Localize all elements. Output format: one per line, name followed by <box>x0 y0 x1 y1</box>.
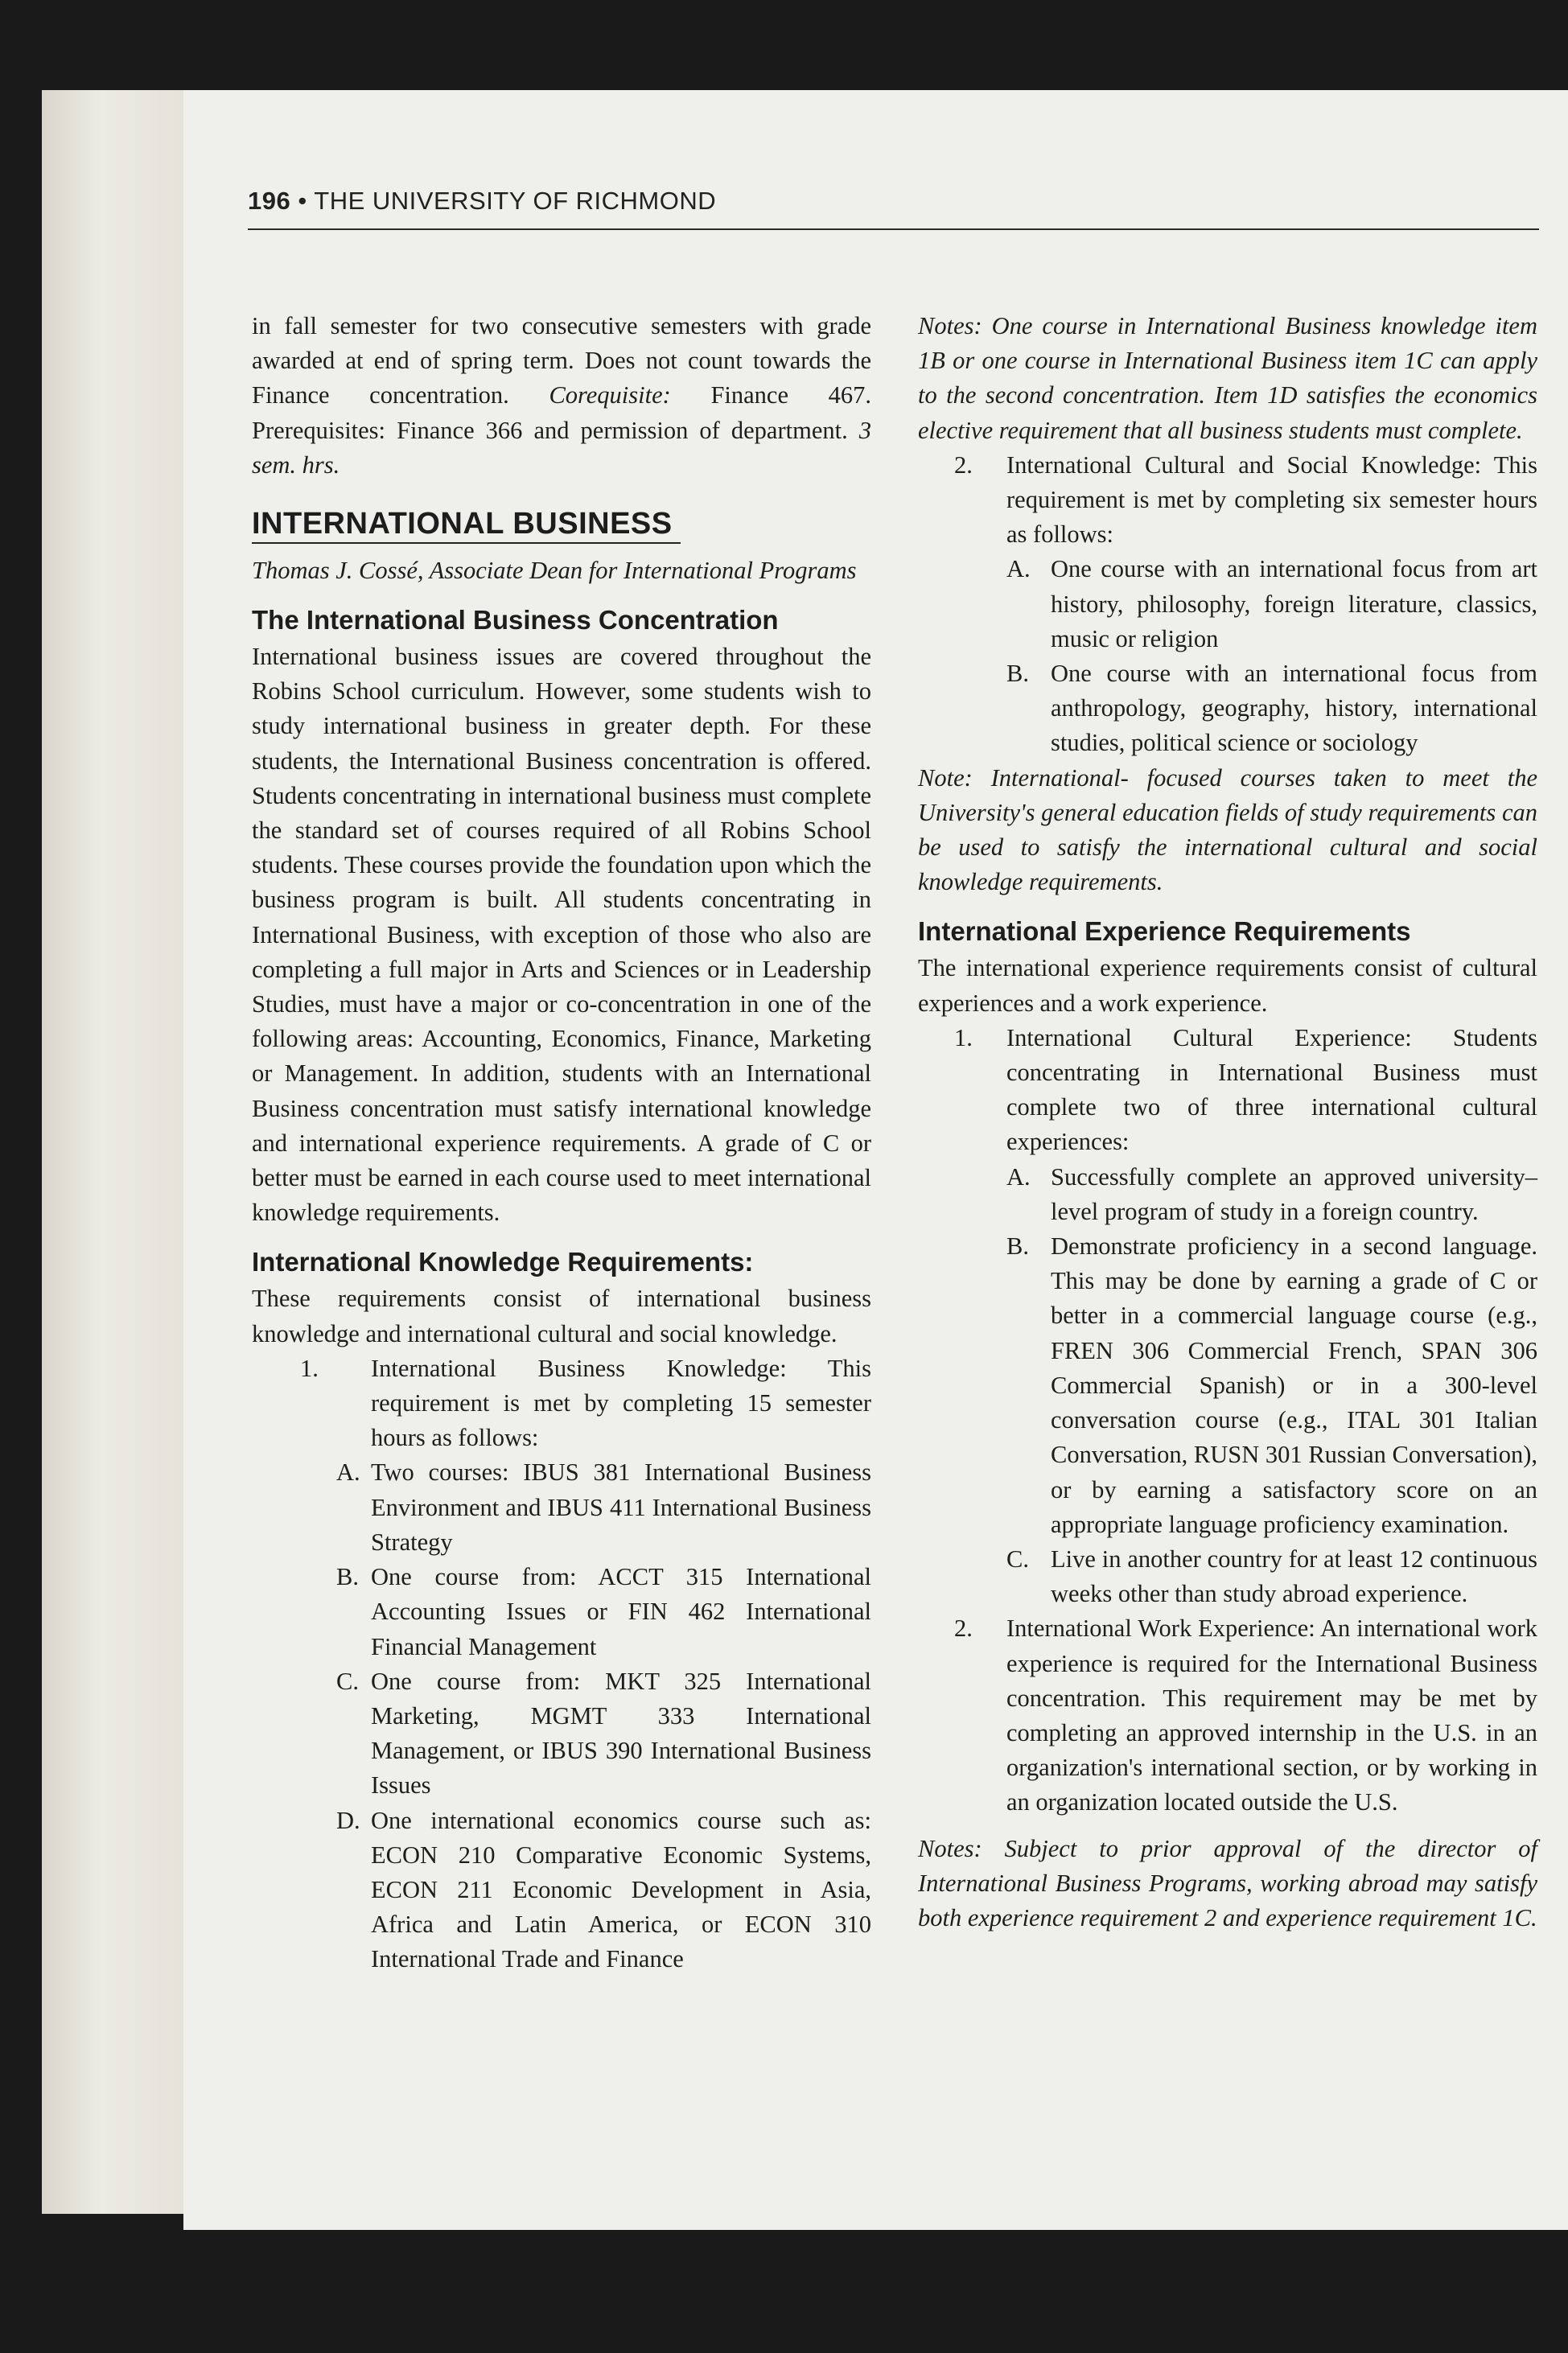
notes-paragraph-final: Notes: Subject to prior approval of the director of International Business Programs, working abroad may satisfy both experience requirement 2 and experience requirement 1C. <box>918 1834 1537 1931</box>
experience-paragraph: The international experience requirements consist of cultural experiences and a work experience. <box>918 954 1537 1017</box>
concentration-paragraph: International business issues are covered throughout the Robins School curriculum. However, some students wish to study international business in greater depth. For these students, the International Business concentration is offered. Students concentrating in international business must complete the standard set of courses required of all Robins School students. These courses provide the foundation upon which the business program is built. All students concentrating in International Business, with exception of those who also are completing a full major in Arts and Sciences or in Leadership Studies, must have a major or co-concentration in one of the following areas: Accounting, Economics, Finance, Marketing or Management. In addition, students with an International Business concentration must satisfy international knowledge and international experience requirements. A grade of C or better must be earned in each course used to meet international knowledge requirements. <box>252 643 871 1227</box>
list-item: A. One course with an international focus from art history, philosophy, foreign literature, classics, music or religion <box>1006 555 1537 652</box>
experience-heading: International Experience Requirements <box>918 916 1411 947</box>
header-rule <box>248 228 1539 230</box>
running-head <box>248 187 1535 216</box>
note-paragraph: Note: International- focused courses taken to meet the University's general education fields of study requirements can be used to satisfy the international cultural and social knowledge requirements. <box>918 763 1537 896</box>
list-item: 2. International Work Experience: An international work experience is required for the International Business concentration. This requirement may be met by completing an approved internship in the U.S. in an organization's international section, or by working in an organization located outside the U.S. <box>954 1615 1537 1816</box>
concentration-heading: The International Business Concentration <box>252 605 779 636</box>
list-item: A. Successfully complete an approved university–level program of study in a foreign country. <box>1006 1162 1537 1225</box>
list-item: B. Demonstrate proficiency in a second language. This may be done by earning a grade of C or better in a commercial language course (e.g., FREN 306 Commercial French, SPAN 306 Commercial Spanish) or in a 300-level conversation course (e.g., ITAL 301 Italian Conversation, RUSN 301 Russian Conversation), or by earning a satisfactory score on an appropriate language proficiency examination. <box>1006 1232 1537 1538</box>
header-separator: • <box>298 187 307 215</box>
list-item: D. One international economics course such as: ECON 210 Comparative Economic Systems, ECON 211 Economic Development in Asia, Africa and Latin America, or ECON 310 International Trade and Finance <box>336 1806 871 1973</box>
page-stack-edge <box>42 90 187 2214</box>
list-item: C. One course from: MKT 325 International Marketing, MGMT 333 International Management, or IBUS 390 International Business Issues <box>336 1667 871 1800</box>
section-title: INTERNATIONAL BUSINESS <box>252 505 681 544</box>
right-column <box>918 309 1537 1935</box>
intro-paragraph: in fall semester for two consecutive semesters with grade awarded at end of spring term. Does not count towards the Finance concentration. Corequisite: Finance 467. Prerequisites: Finance 366 and permission of department. 3 sem. hrs. <box>252 312 871 479</box>
list-item: 2. International Cultural and Social Knowledge: This requirement is met by completing six semester hours as follows: <box>954 450 1537 549</box>
list-item: B. One course with an international focus from anthropology, geography, history, international studies, political science or sociology <box>1006 660 1537 757</box>
list-item: C. Live in another country for at least 12 continuous weeks other than study abroad experience. <box>1006 1545 1537 1608</box>
header-title: THE UNIVERSITY OF RICHMOND <box>314 187 717 215</box>
knowledge-heading: International Knowledge Requirements: <box>252 1247 754 1277</box>
left-column <box>252 309 871 1977</box>
list-item: A. Two courses: IBUS 381 International Business Environment and IBUS 411 International Business Strategy <box>336 1458 871 1556</box>
list-item: 1. International Business Knowledge: This requirement is met by completing 15 semester hours as follows: <box>300 1354 871 1452</box>
knowledge-paragraph: These requirements consist of international business knowledge and international cultural and social knowledge. <box>252 1285 871 1347</box>
page-number: 196 <box>248 187 291 215</box>
list-item: B. One course from: ACCT 315 International Accounting Issues or FIN 462 International Financial Management <box>336 1563 871 1660</box>
list-item: 1. International Cultural Experience: Students concentrating in International Business must complete two of three international cultural experiences: <box>954 1023 1537 1156</box>
notes-paragraph: Notes: One course in International Business knowledge item 1B or one course in International Business item 1C can apply to the second concentration. Item 1D satisfies the economics elective requirement that all business students must complete. <box>918 312 1537 444</box>
book-page <box>183 90 1568 2230</box>
byline: Thomas J. Cossé, Associate Dean for International Programs <box>252 557 857 585</box>
